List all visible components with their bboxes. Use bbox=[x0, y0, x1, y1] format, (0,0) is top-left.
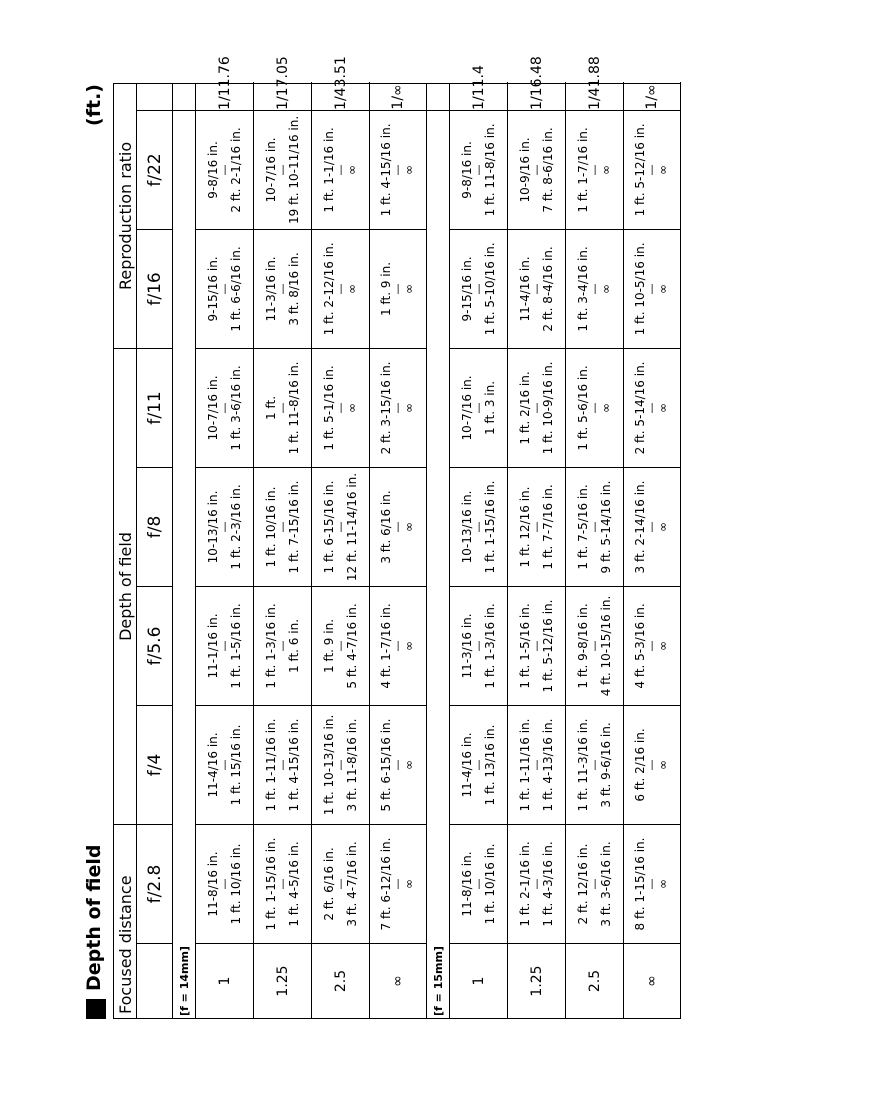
depth-cell bbox=[450, 467, 508, 586]
depth-cell bbox=[254, 348, 312, 467]
section-label: [f = 14mm] bbox=[173, 110, 196, 1018]
depth-cell bbox=[254, 586, 312, 705]
dash-separator: — bbox=[217, 164, 231, 176]
near-limit: 11-4/16 in. bbox=[459, 732, 474, 798]
dash-separator: — bbox=[391, 640, 404, 652]
dash-separator: — bbox=[529, 759, 543, 771]
near-limit: 4 ft. 1-7/16 in. bbox=[379, 603, 393, 689]
depth-cell bbox=[370, 229, 427, 348]
far-limit: ∞ bbox=[402, 759, 416, 770]
near-limit: 10-7/16 in. bbox=[263, 137, 278, 203]
dash-separator: — bbox=[529, 402, 543, 414]
dash-separator: — bbox=[275, 164, 289, 176]
far-limit: 2 ft. 8-4/16 in. bbox=[540, 246, 555, 332]
focused-distance-cell: 2.5 bbox=[312, 944, 370, 1019]
square-bullet-icon bbox=[86, 999, 106, 1019]
depth-cell bbox=[624, 229, 681, 348]
far-limit: 1 ft. 5-12/16 in. bbox=[540, 599, 555, 693]
table-row bbox=[566, 83, 624, 1018]
far-limit: 1 ft. 11-8/16 in. bbox=[286, 361, 301, 455]
dash-separator: — bbox=[471, 402, 485, 414]
reproduction-ratio-cell: 1/43.51 bbox=[312, 83, 370, 110]
table-row bbox=[312, 83, 370, 1018]
dash-separator: — bbox=[391, 878, 404, 890]
far-limit: 1 ft. 4-15/16 in. bbox=[286, 718, 301, 812]
far-limit: 1 ft. 10/16 in. bbox=[482, 843, 497, 925]
near-limit: 2 ft. 12/16 in. bbox=[575, 843, 590, 925]
far-limit: 19 ft. 10-11/16 in. bbox=[286, 115, 301, 225]
near-limit: 1 ft. 1-11/16 in. bbox=[517, 718, 532, 812]
dash-separator: — bbox=[333, 402, 347, 414]
far-limit: ∞ bbox=[402, 521, 416, 532]
far-limit: 4 ft. 10-15/16 in. bbox=[598, 595, 613, 697]
dash-separator: — bbox=[275, 402, 289, 414]
dash-separator: — bbox=[333, 878, 347, 890]
dash-separator: — bbox=[217, 521, 231, 533]
near-limit: 1 ft. 11-3/16 in. bbox=[575, 718, 590, 812]
depth-cell bbox=[566, 467, 624, 586]
far-limit: ∞ bbox=[656, 164, 670, 175]
near-limit: 10-13/16 in. bbox=[205, 490, 220, 564]
depth-of-field-header: Depth of field bbox=[114, 348, 137, 824]
dash-separator: — bbox=[529, 640, 543, 652]
dash-separator: — bbox=[471, 640, 485, 652]
far-limit: 1 ft. 4-3/16 in. bbox=[540, 841, 555, 927]
dash-separator: — bbox=[645, 402, 658, 414]
focused-distance-cell: 1.25 bbox=[508, 944, 566, 1019]
near-limit: 9-15/16 in. bbox=[459, 256, 474, 322]
dash-separator: — bbox=[587, 521, 601, 533]
far-limit: 1 ft. 5-10/16 in. bbox=[482, 242, 497, 336]
dash-separator: — bbox=[587, 640, 601, 652]
dash-separator: — bbox=[645, 759, 658, 771]
distance-subheader bbox=[137, 944, 173, 1019]
near-limit: 1 ft. 1-5/16 in. bbox=[517, 603, 532, 689]
reproduction-ratio-cell: 1/41.88 bbox=[566, 83, 624, 110]
far-limit: 3 ft. 11-8/16 in. bbox=[344, 718, 359, 812]
section-row bbox=[173, 83, 196, 1018]
far-limit: 3 ft. 9-6/16 in. bbox=[598, 722, 613, 808]
near-limit: 1 ft. 10-5/16 in. bbox=[633, 242, 647, 336]
far-limit: 1 ft. 10-9/16 in. bbox=[540, 361, 555, 455]
dash-separator: — bbox=[471, 283, 485, 295]
dash-separator: — bbox=[333, 164, 347, 176]
near-limit: 1 ft. 4-15/16 in. bbox=[379, 123, 393, 217]
depth-cell bbox=[624, 348, 681, 467]
focused-distance-cell: 1 bbox=[196, 944, 254, 1019]
near-limit: 11-8/16 in. bbox=[459, 851, 474, 917]
focused-distance-cell: 1 bbox=[450, 944, 508, 1019]
dash-separator: — bbox=[217, 878, 231, 890]
depth-cell bbox=[254, 705, 312, 824]
reproduction-ratio-header: Reproduction ratio bbox=[114, 83, 137, 348]
dash-separator: — bbox=[333, 640, 347, 652]
page-header bbox=[80, 84, 114, 1019]
near-limit: 1 ft. 3-4/16 in. bbox=[575, 246, 590, 332]
depth-cell bbox=[370, 110, 427, 229]
near-limit: 1 ft. 12/16 in. bbox=[517, 486, 532, 568]
depth-cell bbox=[254, 467, 312, 586]
depth-cell bbox=[254, 229, 312, 348]
dash-separator: — bbox=[391, 164, 404, 176]
depth-cell bbox=[196, 467, 254, 586]
reproduction-ratio-cell: 1/17.05 bbox=[254, 83, 312, 110]
dash-separator: — bbox=[587, 759, 601, 771]
dash-separator: — bbox=[275, 878, 289, 890]
reproduction-ratio-cell: 1/∞ bbox=[624, 83, 681, 110]
near-limit: 1 ft. 10-13/16 in. bbox=[321, 714, 336, 816]
depth-cell bbox=[566, 824, 624, 943]
depth-cell bbox=[566, 348, 624, 467]
near-limit: 1 ft. 9 in. bbox=[321, 618, 336, 673]
far-limit: 1 ft. 3 in. bbox=[482, 380, 497, 435]
aperture-header: f/22 bbox=[137, 110, 173, 229]
dash-separator: — bbox=[645, 283, 658, 295]
far-limit: ∞ bbox=[402, 879, 416, 889]
dash-separator: — bbox=[529, 164, 543, 176]
far-limit: 1 ft. 2-3/16 in. bbox=[228, 484, 243, 570]
depth-cell bbox=[508, 467, 566, 586]
near-limit: 2 ft. 6/16 in. bbox=[321, 847, 336, 921]
depth-cell bbox=[450, 824, 508, 943]
near-limit: 11-1/16 in. bbox=[205, 613, 220, 679]
depth-cell bbox=[254, 824, 312, 943]
dash-separator: — bbox=[391, 402, 404, 414]
depth-cell bbox=[508, 110, 566, 229]
dash-separator: — bbox=[529, 878, 543, 890]
depth-cell bbox=[566, 110, 624, 229]
near-limit: 11-8/16 in. bbox=[205, 851, 220, 917]
near-limit: 1 ft. 10/16 in. bbox=[263, 486, 278, 568]
table-row bbox=[370, 83, 427, 1018]
dash-separator: — bbox=[333, 759, 347, 771]
near-limit: 10-7/16 in. bbox=[205, 375, 220, 441]
near-limit: 1 ft. 1-3/16 in. bbox=[263, 603, 278, 689]
dash-separator: — bbox=[645, 521, 658, 533]
far-limit: 1 ft. 4-5/16 in. bbox=[286, 841, 301, 927]
aperture-header: f/4 bbox=[137, 705, 173, 824]
near-limit: 1 ft. 2-12/16 in. bbox=[321, 242, 336, 336]
far-limit: ∞ bbox=[344, 283, 359, 294]
far-limit: 1 ft. 1-15/16 in. bbox=[482, 480, 497, 574]
far-limit: ∞ bbox=[402, 640, 416, 651]
focused-distance-cell: 1.25 bbox=[254, 944, 312, 1019]
far-limit: ∞ bbox=[598, 402, 613, 413]
dash-separator: — bbox=[587, 878, 601, 890]
near-limit: 8 ft. 1-15/16 in. bbox=[633, 837, 647, 931]
depth-cell bbox=[370, 467, 427, 586]
far-limit: 1 ft. 1-3/16 in. bbox=[482, 603, 497, 689]
near-limit: 1 ft. 9-8/16 in. bbox=[575, 603, 590, 689]
dash-separator: — bbox=[471, 521, 485, 533]
dash-separator: — bbox=[471, 878, 485, 890]
depth-of-field-table bbox=[113, 56, 681, 1019]
far-limit: 1 ft. 3-6/16 in. bbox=[228, 365, 243, 451]
page-title: Depth of field bbox=[83, 844, 105, 991]
depth-cell bbox=[450, 705, 508, 824]
far-limit: 1 ft. 15/16 in. bbox=[228, 724, 243, 806]
aperture-header: f/11 bbox=[137, 348, 173, 467]
depth-cell bbox=[312, 348, 370, 467]
near-limit: 5 ft. 6-15/16 in. bbox=[379, 718, 393, 812]
reproduction-ratio-cell: 1/∞ bbox=[370, 83, 427, 110]
far-limit: ∞ bbox=[656, 402, 670, 413]
depth-cell bbox=[508, 705, 566, 824]
depth-cell bbox=[624, 110, 681, 229]
depth-cell bbox=[566, 229, 624, 348]
near-limit: 1 ft. bbox=[263, 395, 278, 420]
dash-separator: — bbox=[645, 164, 658, 176]
near-limit: 2 ft. 3-15/16 in. bbox=[379, 361, 393, 455]
dash-separator: — bbox=[529, 283, 543, 295]
dash-separator: — bbox=[391, 283, 404, 295]
dash-separator: — bbox=[217, 402, 231, 414]
far-limit: 1 ft. 1-5/16 in. bbox=[228, 603, 243, 689]
depth-cell bbox=[196, 110, 254, 229]
table-row bbox=[624, 83, 681, 1018]
dash-separator: — bbox=[587, 402, 601, 414]
aperture-header: f/16 bbox=[137, 229, 173, 348]
aperture-header: f/5.6 bbox=[137, 586, 173, 705]
aperture-header: f/2.8 bbox=[137, 824, 173, 943]
near-limit: 7 ft. 6-12/16 in. bbox=[379, 837, 393, 931]
near-limit: 11-3/16 in. bbox=[263, 256, 278, 322]
table-body bbox=[173, 56, 681, 1018]
far-limit: ∞ bbox=[598, 164, 613, 175]
depth-cell bbox=[370, 705, 427, 824]
depth-cell bbox=[312, 229, 370, 348]
far-limit: 3 ft. 3-6/16 in. bbox=[598, 841, 613, 927]
dash-separator: — bbox=[645, 878, 658, 890]
depth-cell bbox=[312, 705, 370, 824]
depth-cell bbox=[312, 586, 370, 705]
depth-cell bbox=[508, 348, 566, 467]
reproduction-ratio-cell: 1/16.48 bbox=[508, 83, 566, 110]
unit-label: (ft.) bbox=[83, 84, 105, 126]
focused-distance-cell: 2.5 bbox=[566, 944, 624, 1019]
dash-separator: — bbox=[217, 283, 231, 295]
near-limit: 1 ft. 1-1/16 in. bbox=[321, 127, 336, 213]
table-row bbox=[508, 83, 566, 1018]
depth-cell bbox=[312, 110, 370, 229]
near-limit: 3 ft. 6/16 in. bbox=[379, 490, 393, 564]
depth-cell bbox=[312, 467, 370, 586]
near-limit: 11-4/16 in. bbox=[205, 732, 220, 798]
aperture-header: f/8 bbox=[137, 467, 173, 586]
near-limit: 1 ft. 2-1/16 in. bbox=[517, 841, 532, 927]
near-limit: 1 ft. 1-7/16 in. bbox=[575, 127, 590, 213]
dash-separator: — bbox=[587, 164, 601, 176]
depth-cell bbox=[508, 824, 566, 943]
near-limit: 1 ft. 6-15/16 in. bbox=[321, 480, 336, 574]
depth-cell bbox=[624, 824, 681, 943]
far-limit: 5 ft. 4-7/16 in. bbox=[344, 603, 359, 689]
far-limit: 1 ft. 7-15/16 in. bbox=[286, 480, 301, 574]
depth-cell bbox=[370, 348, 427, 467]
section-gap bbox=[173, 83, 196, 110]
dash-separator: — bbox=[471, 759, 485, 771]
depth-cell bbox=[566, 586, 624, 705]
near-limit: 9-8/16 in. bbox=[205, 141, 220, 199]
section-label: [f = 15mm] bbox=[427, 110, 450, 1018]
far-limit: ∞ bbox=[344, 164, 359, 175]
near-limit: 4 ft. 5-3/16 in. bbox=[633, 603, 647, 689]
near-limit: 9-15/16 in. bbox=[205, 256, 220, 322]
dash-separator: — bbox=[391, 759, 404, 771]
ratio-subheader bbox=[137, 83, 173, 110]
dash-separator: — bbox=[333, 283, 347, 295]
near-limit: 2 ft. 5-14/16 in. bbox=[633, 361, 647, 455]
focused-distance-header: Focused distance bbox=[114, 824, 137, 1018]
near-limit: 1 ft. 7-5/16 in. bbox=[575, 484, 590, 570]
section-gap bbox=[427, 83, 450, 110]
reproduction-ratio-cell: 1/11.4 bbox=[450, 83, 508, 110]
focused-distance-cell: ∞ bbox=[370, 944, 427, 1019]
depth-cell bbox=[450, 586, 508, 705]
near-limit: 3 ft. 2-14/16 in. bbox=[633, 480, 647, 574]
near-limit: 1 ft. 5-6/16 in. bbox=[575, 365, 590, 451]
far-limit: ∞ bbox=[344, 402, 359, 413]
near-limit: 1 ft. 9 in. bbox=[379, 261, 393, 316]
depth-cell bbox=[508, 586, 566, 705]
far-limit: ∞ bbox=[402, 283, 416, 294]
depth-cell bbox=[370, 824, 427, 943]
dash-separator: — bbox=[275, 640, 289, 652]
table-row bbox=[196, 83, 254, 1018]
near-limit: 1 ft. 5-1/16 in. bbox=[321, 365, 336, 451]
depth-cell bbox=[196, 229, 254, 348]
near-limit: 1 ft. 1-11/16 in. bbox=[263, 718, 278, 812]
far-limit: 1 ft. 6-6/16 in. bbox=[228, 246, 243, 332]
dash-separator: — bbox=[529, 521, 543, 533]
dash-separator: — bbox=[275, 283, 289, 295]
near-limit: 1 ft. 2/16 in. bbox=[517, 371, 532, 445]
far-limit: ∞ bbox=[656, 521, 670, 532]
near-limit: 10-9/16 in. bbox=[517, 137, 532, 203]
far-limit: ∞ bbox=[656, 283, 670, 294]
depth-cell bbox=[624, 705, 681, 824]
far-limit: 1 ft. 13/16 in. bbox=[482, 724, 497, 806]
far-limit: ∞ bbox=[402, 164, 416, 175]
depth-cell bbox=[196, 586, 254, 705]
depth-cell bbox=[196, 348, 254, 467]
dash-separator: — bbox=[587, 283, 601, 295]
far-limit: ∞ bbox=[656, 879, 670, 889]
depth-cell bbox=[624, 586, 681, 705]
far-limit: 1 ft. 7-7/16 in. bbox=[540, 484, 555, 570]
far-limit: 1 ft. 11-8/16 in. bbox=[482, 123, 497, 217]
table-row bbox=[254, 83, 312, 1018]
near-limit: 11-3/16 in. bbox=[459, 613, 474, 679]
far-limit: ∞ bbox=[402, 402, 416, 413]
dash-separator: — bbox=[471, 164, 485, 176]
near-limit: 11-4/16 in. bbox=[517, 256, 532, 322]
depth-cell bbox=[450, 110, 508, 229]
far-limit: 1 ft. 6 in. bbox=[286, 618, 301, 673]
far-limit: 1 ft. 10/16 in. bbox=[228, 843, 243, 925]
reproduction-ratio-cell: 1/11.76 bbox=[196, 83, 254, 110]
dash-separator: — bbox=[645, 640, 658, 652]
near-limit: 10-7/16 in. bbox=[459, 375, 474, 441]
depth-cell bbox=[624, 467, 681, 586]
far-limit: 9 ft. 5-14/16 in. bbox=[598, 480, 613, 574]
depth-cell bbox=[450, 348, 508, 467]
far-limit: 1 ft. 4-13/16 in. bbox=[540, 718, 555, 812]
dash-separator: — bbox=[391, 521, 404, 533]
depth-cell bbox=[450, 229, 508, 348]
near-limit: 10-13/16 in. bbox=[459, 490, 474, 564]
focused-distance-cell: ∞ bbox=[624, 944, 681, 1019]
rotated-page bbox=[80, 56, 678, 1019]
far-limit: 3 ft. 8/16 in. bbox=[286, 252, 301, 326]
near-limit: 9-8/16 in. bbox=[459, 141, 474, 199]
near-limit: 1 ft. 1-15/16 in. bbox=[263, 837, 278, 931]
dash-separator: — bbox=[333, 521, 347, 533]
dash-separator: — bbox=[275, 759, 289, 771]
near-limit: 6 ft. 2/16 in. bbox=[633, 728, 647, 802]
dash-separator: — bbox=[275, 521, 289, 533]
far-limit: ∞ bbox=[656, 759, 670, 770]
table-row bbox=[450, 83, 508, 1018]
depth-cell bbox=[508, 229, 566, 348]
far-limit: 3 ft. 4-7/16 in. bbox=[344, 841, 359, 927]
depth-cell bbox=[312, 824, 370, 943]
dash-separator: — bbox=[217, 759, 231, 771]
depth-cell bbox=[370, 586, 427, 705]
near-limit: 1 ft. 5-12/16 in. bbox=[633, 123, 647, 217]
dash-separator: — bbox=[217, 640, 231, 652]
far-limit: 12 ft. 11-14/16 in. bbox=[344, 472, 359, 582]
section-row bbox=[427, 83, 450, 1018]
far-limit: ∞ bbox=[656, 640, 670, 651]
far-limit: ∞ bbox=[598, 283, 613, 294]
depth-cell bbox=[566, 705, 624, 824]
depth-cell bbox=[196, 824, 254, 943]
far-limit: 2 ft. 2-1/16 in. bbox=[228, 127, 243, 213]
depth-cell bbox=[196, 705, 254, 824]
depth-cell bbox=[254, 110, 312, 229]
far-limit: 7 ft. 8-6/16 in. bbox=[540, 127, 555, 213]
